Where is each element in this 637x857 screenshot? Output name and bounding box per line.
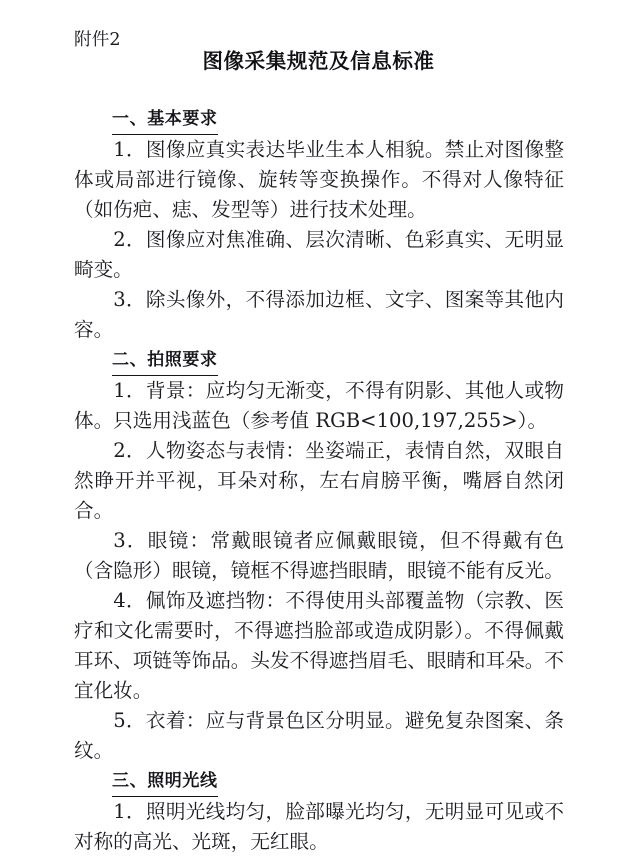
section-item: 2．人物姿态与表情：坐姿端正，表情自然，双眼自然睁开并平视，耳朵对称，左右肩膀平衡，嘴唇自然闭合。 [74, 439, 564, 522]
document-body [74, 104, 564, 857]
section-item: 1．图像应真实表达毕业生本人相貌。禁止对图像整体或局部进行镜像、旋转等变换操作。不得对人像特征（如伤疤、痣、发型等）进行技术处理。 [74, 138, 564, 221]
section-item: 1．照明光线均匀，脸部曝光均匀，无明显可见或不对称的高光、光斑，无红眼。 [74, 800, 564, 853]
section-heading-text: 二、拍照要求 [112, 345, 218, 376]
section-item: 4．佩饰及遮挡物：不得使用头部覆盖物（宗教、医疗和文化需要时，不得遮挡脸部或造成阴影）。不得佩戴耳环、项链等饰品。头发不得遮挡眉毛、眼睛和耳朵。不宜化妆。 [74, 589, 564, 702]
section-item: 1．背景：应均匀无渐变，不得有阴影、其他人或物体。只选用浅蓝色（参考值 RGB<100,197,255>）。 [74, 379, 564, 432]
page-title: 图像采集规范及信息标准 [202, 49, 435, 73]
section-item: 2．图像应对焦准确、层次清晰、色彩真实、无明显畸变。 [74, 228, 564, 281]
attachment-label: 附件2 [74, 30, 121, 50]
section-item: 3．除头像外，不得添加边框、文字、图案等其他内容。 [74, 288, 564, 341]
section-item: 5．衣着：应与背景色区分明显。避免复杂图案、条纹。 [74, 709, 564, 762]
section-heading [74, 345, 564, 376]
section-heading-text: 三、照明光线 [112, 766, 218, 797]
section-item: 3．眼镜：常戴眼镜者应佩戴眼镜，但不得戴有色（含隐形）眼镜，镜框不得遮挡眼睛，眼镜不能有反光。 [74, 529, 564, 582]
section-heading [74, 104, 564, 135]
section-heading-text: 一、基本要求 [112, 104, 218, 135]
